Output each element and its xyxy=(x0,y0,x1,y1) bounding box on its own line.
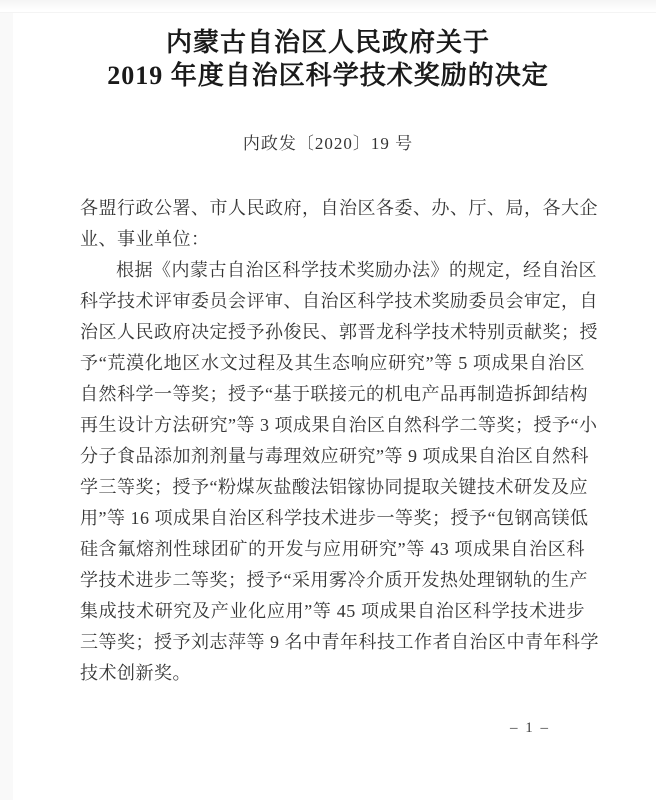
document-title xyxy=(0,0,656,92)
page-number: – 1 – xyxy=(510,720,550,736)
scan-edge-top xyxy=(0,0,656,11)
body-line: 根据《内蒙古自治区科学技术奖励办法》的规定，经自治区 xyxy=(116,260,597,280)
salutation-line: 业、事业单位： xyxy=(80,229,210,249)
body-line: 集成技术研究及产业化应用”等 45 项成果自治区科学技术进步 xyxy=(80,601,585,621)
body-line: 自然科学一等奖；授予“基于联接元的机电产品再制造拆卸结构 xyxy=(80,384,588,404)
document-body xyxy=(80,193,599,689)
body-line: 予“荒漠化地区水文过程及其生态响应研究”等 5 项成果自治区 xyxy=(80,353,585,373)
body-line: 三等奖；授予刘志萍等 9 名中青年科技工作者自治区中青年科学 xyxy=(80,632,599,652)
scan-edge-left xyxy=(0,13,13,800)
body-line: 学技术进步二等奖；授予“采用雾冷介质开发热处理钢轨的生产 xyxy=(80,570,588,590)
body-line: 用”等 16 项成果自治区科学技术进步一等奖；授予“包钢高镁低 xyxy=(80,508,589,528)
document-number: 内政发〔2020〕19 号 xyxy=(242,134,414,153)
title-line-1: 内蒙古自治区人民政府关于 xyxy=(165,28,490,57)
body-line: 技术创新奖。 xyxy=(80,663,191,683)
body-line: 治区人民政府决定授予孙俊民、郭晋龙科学技术特别贡献奖；授 xyxy=(80,322,598,342)
body-line: 分子食品添加剂剂量与毒理效应研究”等 9 项成果自治区自然科 xyxy=(80,446,589,466)
body-line: 再生设计方法研究”等 3 项成果自治区自然科学二等奖；授予“小 xyxy=(80,415,598,435)
body-line: 硅含氟熔剂性球团矿的开发与应用研究”等 43 项成果自治区科 xyxy=(80,539,585,559)
scan-edge-topline xyxy=(0,12,656,13)
body-line: 科学技术评审委员会评审、自治区科学技术奖励委员会审定，自 xyxy=(80,291,598,311)
body-line: 学三等奖；授予“粉煤灰盐酸法铝镓协同提取关键技术研发及应 xyxy=(80,477,588,497)
salutation-line: 各盟行政公署、市人民政府，自治区各委、办、厅、局，各大企 xyxy=(80,198,598,218)
title-line-2: 2019 年度自治区科学技术奖励的决定 xyxy=(107,61,549,90)
